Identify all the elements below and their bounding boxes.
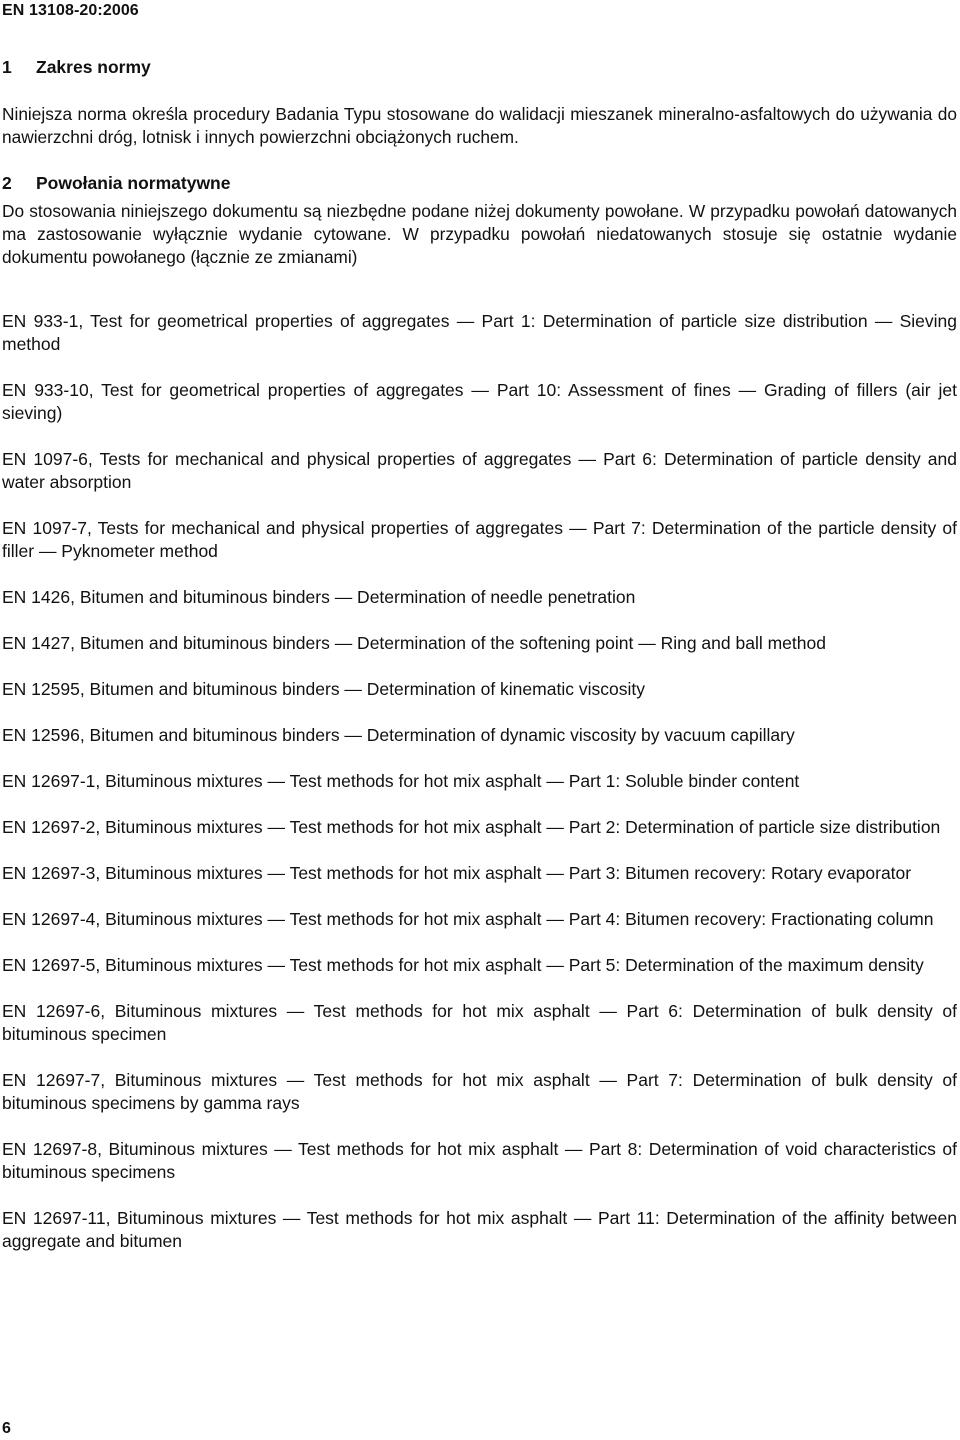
section-2-heading [2,173,230,194]
reference-item: EN 1097-6, Tests for mechanical and physical properties of aggregates — Part 6: Determination of particle density and water absorption [2,449,957,492]
reference-item: EN 12697-11, Bituminous mixtures — Test methods for hot mix asphalt — Part 11: Determination of the affinity between aggregate and bitumen [2,1208,957,1251]
normative-references-intro: Do stosowania niniejszego dokumentu są niezbędne podane niżej dokumenty powołane. W przypadku powołań datowanych ma zastosowanie wyłącznie wydanie cytowane. W przypadku powołań niedatowanych stosuje się ostatnie wydanie dokumentu powołanego (łącznie ze zmianami) [2,201,957,267]
section-1-number: 1 [2,57,12,77]
reference-item: EN 12697-2, Bituminous mixtures — Test methods for hot mix asphalt — Part 2: Determination of particle size distribution [2,817,941,837]
section-2-title: Powołania normatywne [36,173,231,193]
section-1-heading [2,57,151,78]
scope-paragraph: Niniejsza norma określa procedury Badania Typu stosowane do walidacji mieszanek mineralno-asfaltowych do używania do nawierzchni dróg, lotnisk i innych powierzchni obciążonych ruchem. [2,104,957,147]
reference-item: EN 12697-4, Bituminous mixtures — Test methods for hot mix asphalt — Part 4: Bitumen recovery: Fractionating column [2,909,934,929]
reference-list [2,310,957,1276]
reference-item: EN 12697-6, Bituminous mixtures — Test methods for hot mix asphalt — Part 6: Determination of bulk density of bituminous specimen [2,1001,957,1044]
reference-item: EN 12595, Bitumen and bituminous binders — Determination of kinematic viscosity [2,679,645,699]
page-number: 6 [2,1420,11,1437]
reference-item: EN 12697-1, Bituminous mixtures — Test methods for hot mix asphalt — Part 1: Soluble binder content [2,771,800,791]
reference-item: EN 933-10, Test for geometrical properties of aggregates — Part 10: Assessment of fines — Grading of fillers (air jet sieving) [2,380,957,423]
section-2-number: 2 [2,173,12,193]
reference-item: EN 12697-8, Bituminous mixtures — Test methods for hot mix asphalt — Part 8: Determination of void characteristics of bituminous specimens [2,1139,957,1182]
reference-item: EN 933-1, Test for geometrical properties of aggregates — Part 1: Determination of particle size distribution — Sieving method [2,311,957,354]
standard-id-header: EN 13108-20:2006 [2,2,139,19]
reference-item: EN 12697-5, Bituminous mixtures — Test methods for hot mix asphalt — Part 5: Determination of the maximum density [2,955,924,975]
reference-item: EN 12596, Bitumen and bituminous binders — Determination of dynamic viscosity by vacuum capillary [2,725,795,745]
reference-item: EN 1427, Bitumen and bituminous binders — Determination of the softening point — Ring and ball method [2,633,826,653]
reference-item: EN 1426, Bitumen and bituminous binders — Determination of needle penetration [2,587,636,607]
reference-item: EN 1097-7, Tests for mechanical and physical properties of aggregates — Part 7: Determination of the particle density of filler — Pyknometer method [2,518,957,561]
reference-item: EN 12697-7, Bituminous mixtures — Test methods for hot mix asphalt — Part 7: Determination of bulk density of bituminous specimens by gamma rays [2,1070,957,1113]
section-1-title: Zakres normy [36,57,151,77]
reference-item: EN 12697-3, Bituminous mixtures — Test methods for hot mix asphalt — Part 3: Bitumen recovery: Rotary evaporator [2,863,912,883]
